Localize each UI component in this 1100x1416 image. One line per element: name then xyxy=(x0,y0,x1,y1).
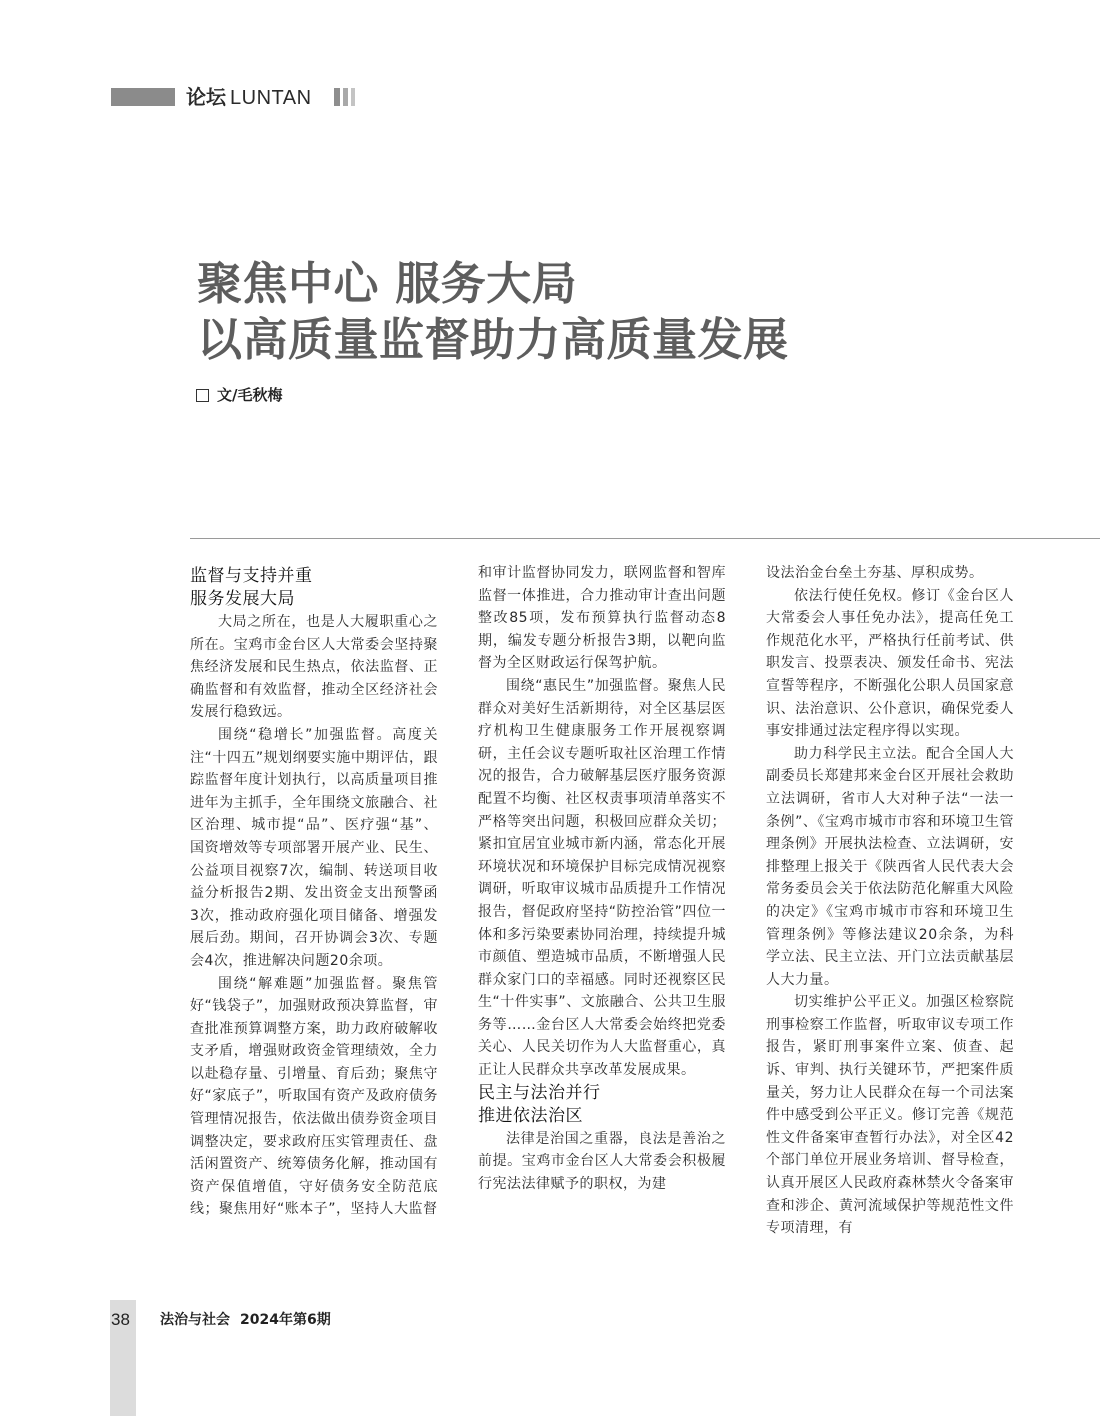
byline-author: 文/毛秋梅 xyxy=(217,386,283,404)
article-title-line1: 聚焦中心 服务大局 xyxy=(197,257,578,310)
paragraph: 法律是治国之重器，良法是善治之前提。宝鸡市金台区人大常委会积极履行宪法法律赋予的职权，为建 xyxy=(478,1130,726,1192)
paragraph: 大局之所在，也是人大履职重心之所在。宝鸡市金台区人大常委会坚持聚焦经济发展和民生热点，依法监督、正确监督和有效监督，推动全区经济社会发展行稳致远。 xyxy=(190,614,438,721)
divider-rule xyxy=(190,538,1100,539)
paragraph: 切实维护公平正义。加强区检察院刑事检察工作监督，听取审议专项工作报告，紧盯刑事案件立案、侦查、起诉、审判、执行关键环节，严把案件质量关，努力让人民群众在每一个司法案件中感受到公平正义。修订完善《规范性文件备案审查暂行办法》，对全区42个部门单位开展业务培训、督导检查，认真开展区人民政府森林禁火令备案审查和涉企、黄河流域保护等规范性文件专项清理，有 xyxy=(766,994,1014,1237)
section-heading-line2: 推进依法治区 xyxy=(478,1105,583,1126)
section-heading-line1: 监督与支持并重 xyxy=(190,566,313,586)
section-label-cn: 论坛 xyxy=(186,85,226,109)
section-heading-line1: 民主与法治并行 xyxy=(478,1082,601,1103)
paragraph: 依法行使任免权。修订《金台区人大常委会人事任免办法》，提高任免工作规范化水平，严格执行任前考试、供职发言、投票表决、颁发任命书、宪法宣誓等程序，不断强化公职人员国家意识、法治意识、公仆意识，确保党委人事安排通过法定程序得以实现。 xyxy=(766,587,1014,740)
article-title xyxy=(197,256,789,368)
section-mark xyxy=(334,88,340,106)
text-column-1 xyxy=(190,565,438,1221)
text-column-2 xyxy=(478,562,726,1195)
section-marks xyxy=(334,88,355,106)
paragraph: 助力科学民主立法。配合全国人大副委员长郑建邦来金台区开展社会救助立法调研，省市人大对种子法“一法一条例”、《宝鸡市城市市容和环境卫生管理条例》开展执法检查、立法调研，安排整理上报关于《陕西省人民代表大会常务委员会关于依法防范化解重大风险的决定》《宝鸡市城市市容和环境卫生管理条例》等修法建议20余条，为科学立法、民主立法、开门立法贡献基层人大力量。 xyxy=(766,745,1014,988)
section-label-en: LUNTAN xyxy=(230,87,312,109)
section-heading-line2: 服务发展大局 xyxy=(190,589,295,609)
section-mark xyxy=(351,88,355,106)
section-mark xyxy=(343,88,348,106)
section-label xyxy=(186,84,312,111)
paragraph: 围绕“惠民生”加强监督。聚焦人民群众对美好生活新期待，对全区基层医疗机构卫生健康服务工作开展视察调研，主任会议专题听取社区治理工作情况的报告，合力破解基层医疗服务资源配置不均衡、社区权责事项清单落实不严格等突出问题，积极回应群众关切；紧扣宜居宜业城市新内涵，常态化开展环境状况和环境保护目标完成情况视察调研，听取审议城市品质提升工作情况报告，督促政府坚持“防控治管”四位一体和多污染要素协同治理，持续提升城市颜值、塑造城市品质，不断增强人民群众家门口的幸福感。同时还视察区民生“十件实事”、文旅融合、公共卫生服务等……金台区人大常委会始终把党委关心、人民关切作为人大监督重心，真正让人民群众共享改革发展成果。 xyxy=(478,677,726,1079)
paragraph-continued: 设法治金台垒土夯基、厚积成势。 xyxy=(766,565,984,581)
page-number: 38 xyxy=(111,1310,130,1329)
section-bar xyxy=(111,88,175,106)
square-bullet-icon xyxy=(196,389,209,402)
paragraph-continued: 和审计监督协同发力，联网监督和智库监督一体推进，合力推动审计查出问题整改85项，发布预算执行监督动态8期，编发专题分析报告3期，以靶向监督为全区财政运行保驾护航。 xyxy=(478,565,726,672)
footer-publication xyxy=(160,1309,331,1331)
publication-name: 法治与社会 xyxy=(160,1312,230,1328)
byline xyxy=(196,384,282,406)
issue-number: 2024年第6期 xyxy=(240,1312,331,1328)
paragraph: 围绕“稳增长”加强监督。高度关注“十四五”规划纲要实施中期评估，跟踪监督年度计划执行，以高质量项目推进年为主抓手，全年围绕文旅融合、社区治理、城市提“品”、医疗强“基”、国资增效等专项部署开展产业、民生、公益项目视察7次，编制、转送项目收益分析报告2期、发出资金支出预警函3次，推动政府强化项目储备、增强发展后劲。期间，召开协调会3次、专题会4次，推进解决问题20余项。 xyxy=(190,726,438,969)
text-column-3 xyxy=(766,562,1014,1240)
article-title-line2: 以高质量监督助力高质量发展 xyxy=(197,313,789,366)
paragraph: 围绕“解难题”加强监督。聚焦管好“钱袋子”，加强财政预决算监督，审查批准预算调整方案，助力政府破解收支矛盾，增强财政资金管理绩效，全力以赴稳存量、引增量、育后劲；聚焦守好“家底子”，听取国有资产及政府债务管理情况报告，依法做出债券资金项目调整决定，要求政府压实管理责任、盘活闲置资产、统筹债务化解，推动国有资产保值增值，守好债务安全防范底线；聚焦用好“账本子”，坚持人大监督 xyxy=(190,975,438,1218)
